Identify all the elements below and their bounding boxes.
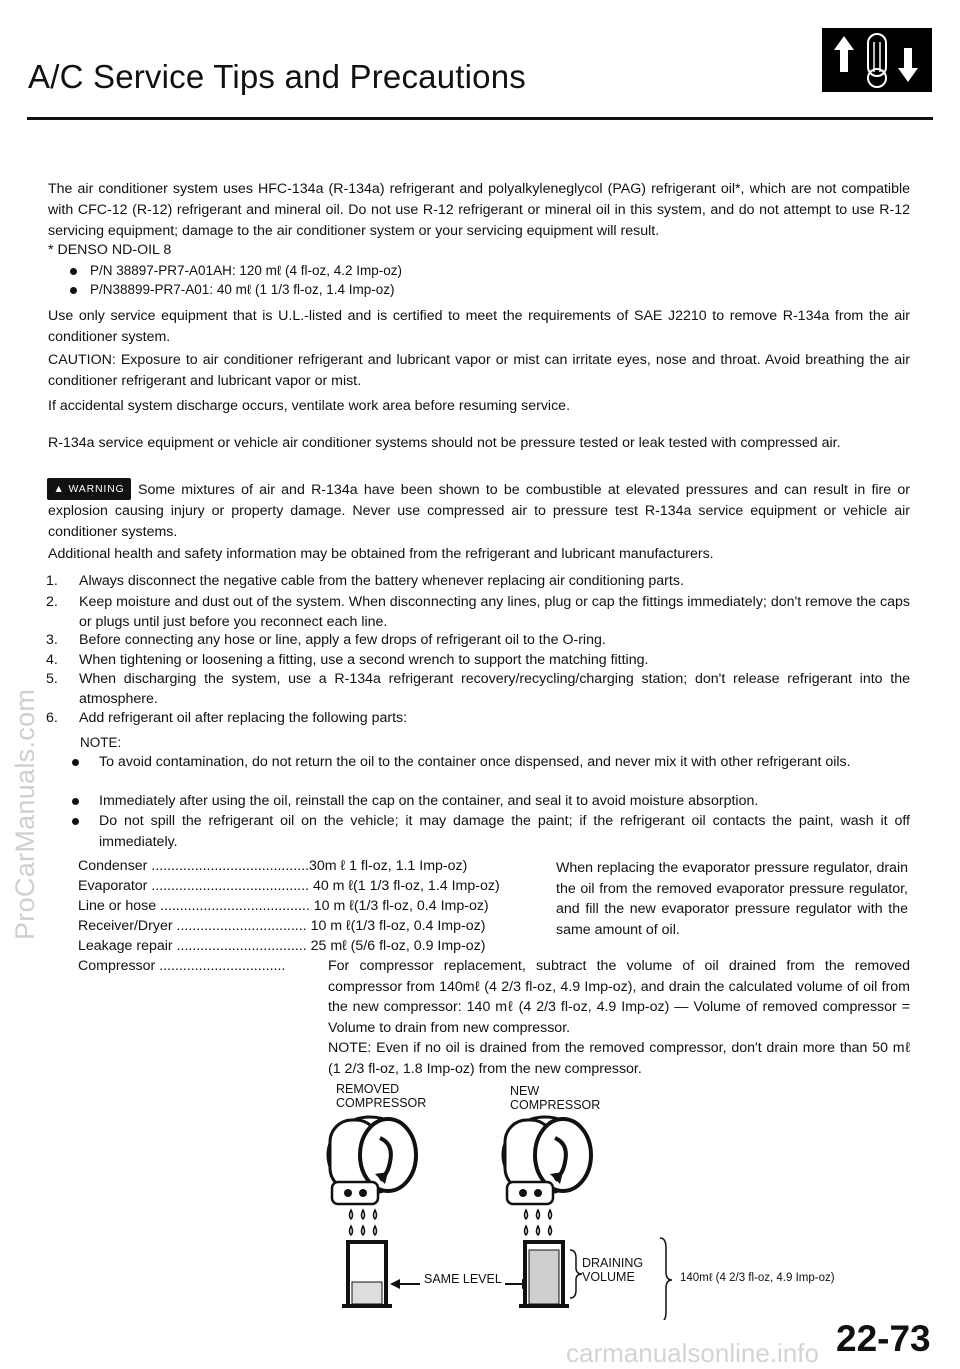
- page-number: 22-73: [836, 1318, 931, 1359]
- step-item: [46, 669, 910, 709]
- step-item: [46, 650, 910, 670]
- oil-condenser: Condenser ........................................30m ℓ 1 fl-oz, 1.1 Imp-oz): [78, 858, 468, 874]
- step-number: 6.: [46, 710, 58, 726]
- part-number-text: P/N38899-PR7-A01: 40 mℓ (1 1/3 fl-oz, 1.4 Imp-oz): [90, 282, 395, 297]
- step-text: When discharging the system, use a R-134a refrigerant recovery/recycling/charging station; don't release refrigerant into the atmosphere.: [79, 671, 910, 707]
- note-label: NOTE:: [80, 735, 122, 750]
- part-number-item: [70, 261, 402, 281]
- step-text: Always disconnect the negative cable from the battery whenever replacing air conditioning parts.: [79, 573, 684, 589]
- step-number: 5.: [46, 671, 58, 687]
- step-number: 3.: [46, 632, 58, 648]
- bullet-icon: [70, 268, 77, 275]
- step-number: 2.: [46, 594, 58, 610]
- compressor-note: NOTE: Even if no oil is drained from the removed compressor, don't drain more than 50 mℓ (1 2/3 fl-oz, 1.8 Imp-oz) from the new compressor.: [328, 1040, 910, 1077]
- page-title: A/C Service Tips and Precautions: [28, 58, 526, 95]
- bottom-watermark: carmanualsonline.info: [566, 1338, 819, 1368]
- compressor-drain-diagram: [300, 1110, 680, 1320]
- additional-info-paragraph: Additional health and safety information may be obtained from the refrigerant and lubricant manufacturers.: [48, 546, 714, 562]
- part-number-text: P/N 38897-PR7-A01AH: 120 mℓ (4 fl-oz, 4.2 Imp-oz): [90, 263, 402, 278]
- compressor-text: [328, 956, 910, 1079]
- compressor-instructions: For compressor replacement, subtract the volume of oil drained from the removed compressor from 140mℓ (4 2/3 fl-oz, 4.9 Imp-oz), and drain the calculated volume of oil from the new compressor: 140 mℓ (4 2/3 fl-oz, 4.9 Imp-oz) — Volume of removed compressor = Volume to drain from new compressor.: [328, 958, 910, 1036]
- oil-compressor: Compressor ................................: [78, 958, 286, 974]
- removed-compressor-label: REMOVED COMPRESSOR: [336, 1082, 427, 1110]
- step-text: When tightening or loosening a fitting, use a second wrench to support the matching fitting.: [79, 652, 649, 668]
- warning-paragraph: Some mixtures of air and R-134a have been shown to be combustible at elevated pressures and can result in fire or explosion causing injury or property damage. Never use compressed air to pressure test R-134a service equipment or vehicle air conditioner systems.: [48, 482, 910, 540]
- draining-volume-label: DRAINING VOLUME: [582, 1256, 644, 1284]
- note-text: To avoid contamination, do not return the oil to the container once dispensed, and never mix it with other refrigerant oils.: [99, 754, 851, 770]
- same-level-label: SAME LEVEL: [424, 1272, 502, 1286]
- denso-oil-label: * DENSO ND-OIL 8: [48, 242, 172, 258]
- note-text: Do not spill the refrigerant oil on the vehicle; it may damage the paint; if the refrigerant oil contacts the paint, wash it off immediately.: [99, 813, 910, 850]
- caution-paragraph: CAUTION: Exposure to air conditioner refrigerant and lubricant vapor or mist can irritate eyes, nose and throat. Avoid breathing the air conditioner refrigerant and lubricant vapor or mist.: [48, 352, 910, 389]
- discharge-paragraph: If accidental system discharge occurs, ventilate work area before resuming service.: [48, 398, 571, 414]
- step-number: 4.: [46, 652, 58, 668]
- header-rule: [27, 117, 933, 120]
- oil-line-hose: Line or hose ...................................... 10 m ℓ(1/3 fl-oz, 0.4 Imp-oz): [78, 898, 489, 914]
- note-bullet: [72, 791, 910, 812]
- bullet-icon: [72, 818, 79, 825]
- new-compressor-label: NEW COMPRESSOR: [510, 1084, 601, 1112]
- intro-paragraph: The air conditioner system uses HFC-134a (R-134a) refrigerant and polyalkyleneglycol (PAG) refrigerant oil*, which are not compatible with CFC-12 (R-12) refrigerant and mineral oil. Do not use R-12 refrigerant or mineral oil in this system, and do not attempt to use R-12 servicing equipment; damage to the air conditioner system or your servicing equipment will result.: [48, 181, 910, 239]
- removed-compressor-icon: [328, 1117, 416, 1235]
- step-text: Keep moisture and dust out of the system. When disconnecting any lines, plug or cap the fittings immediately; don't remove the caps or plugs until just before you reconnect each line.: [79, 594, 910, 630]
- bullet-icon: [72, 759, 79, 766]
- total-volume-label: 140mℓ (4 2/3 fl-oz, 4.9 Imp-oz): [680, 1272, 835, 1284]
- thermometer-arrows-icon: [822, 28, 932, 92]
- step-text: Add refrigerant oil after replacing the following parts:: [79, 710, 408, 726]
- draining-volume-brace: [570, 1250, 582, 1298]
- pressure-test-paragraph: R-134a service equipment or vehicle air conditioner systems should not be pressure tested or leak tested with compressed air.: [48, 435, 841, 451]
- step-item: [46, 592, 910, 632]
- step-item: [46, 630, 910, 650]
- evaporator-note: When replacing the evaporator pressure regulator, drain the oil from the removed evaporator pressure regulator, and fill the new evaporator pressure regulator with the same amount of oil.: [556, 860, 908, 938]
- step-text: Before connecting any hose or line, apply a few drops of refrigerant oil to the O-ring.: [79, 632, 606, 648]
- note-bullet: [72, 811, 910, 853]
- equipment-paragraph: Use only service equipment that is U.L.-listed and is certified to meet the requirements of SAE J2210 to remove R-134a from the air conditioner system.: [48, 308, 910, 345]
- warning-label: WARNING: [68, 483, 125, 495]
- step-number: 1.: [46, 573, 58, 589]
- side-watermark: ProCarManuals.com: [10, 688, 40, 940]
- part-number-item: [70, 280, 395, 300]
- bullet-icon: [72, 798, 79, 805]
- oil-leakage-repair: Leakage repair ................................. 25 mℓ (5/6 fl-oz, 0.9 Imp-oz): [78, 938, 486, 954]
- note-text: Immediately after using the oil, reinstall the cap on the container, and seal it to avoid moisture absorption.: [99, 793, 759, 809]
- oil-receiver-dryer: Receiver/Dryer ................................. 10 m ℓ(1/3 fl-oz, 0.4 Imp-oz): [78, 918, 486, 934]
- step-item: [46, 571, 910, 591]
- removed-oil-container-icon: [342, 1242, 392, 1308]
- bullet-icon: [70, 287, 77, 294]
- new-compressor-icon: [503, 1117, 591, 1235]
- warning-triangle-icon: ▲: [53, 483, 65, 495]
- note-bullet: [72, 752, 910, 773]
- new-oil-container-icon: [519, 1242, 569, 1308]
- oil-evaporator: Evaporator ........................................ 40 m ℓ(1 1/3 fl-oz, 1.4 Imp-oz): [78, 878, 500, 894]
- step-item: [46, 708, 910, 728]
